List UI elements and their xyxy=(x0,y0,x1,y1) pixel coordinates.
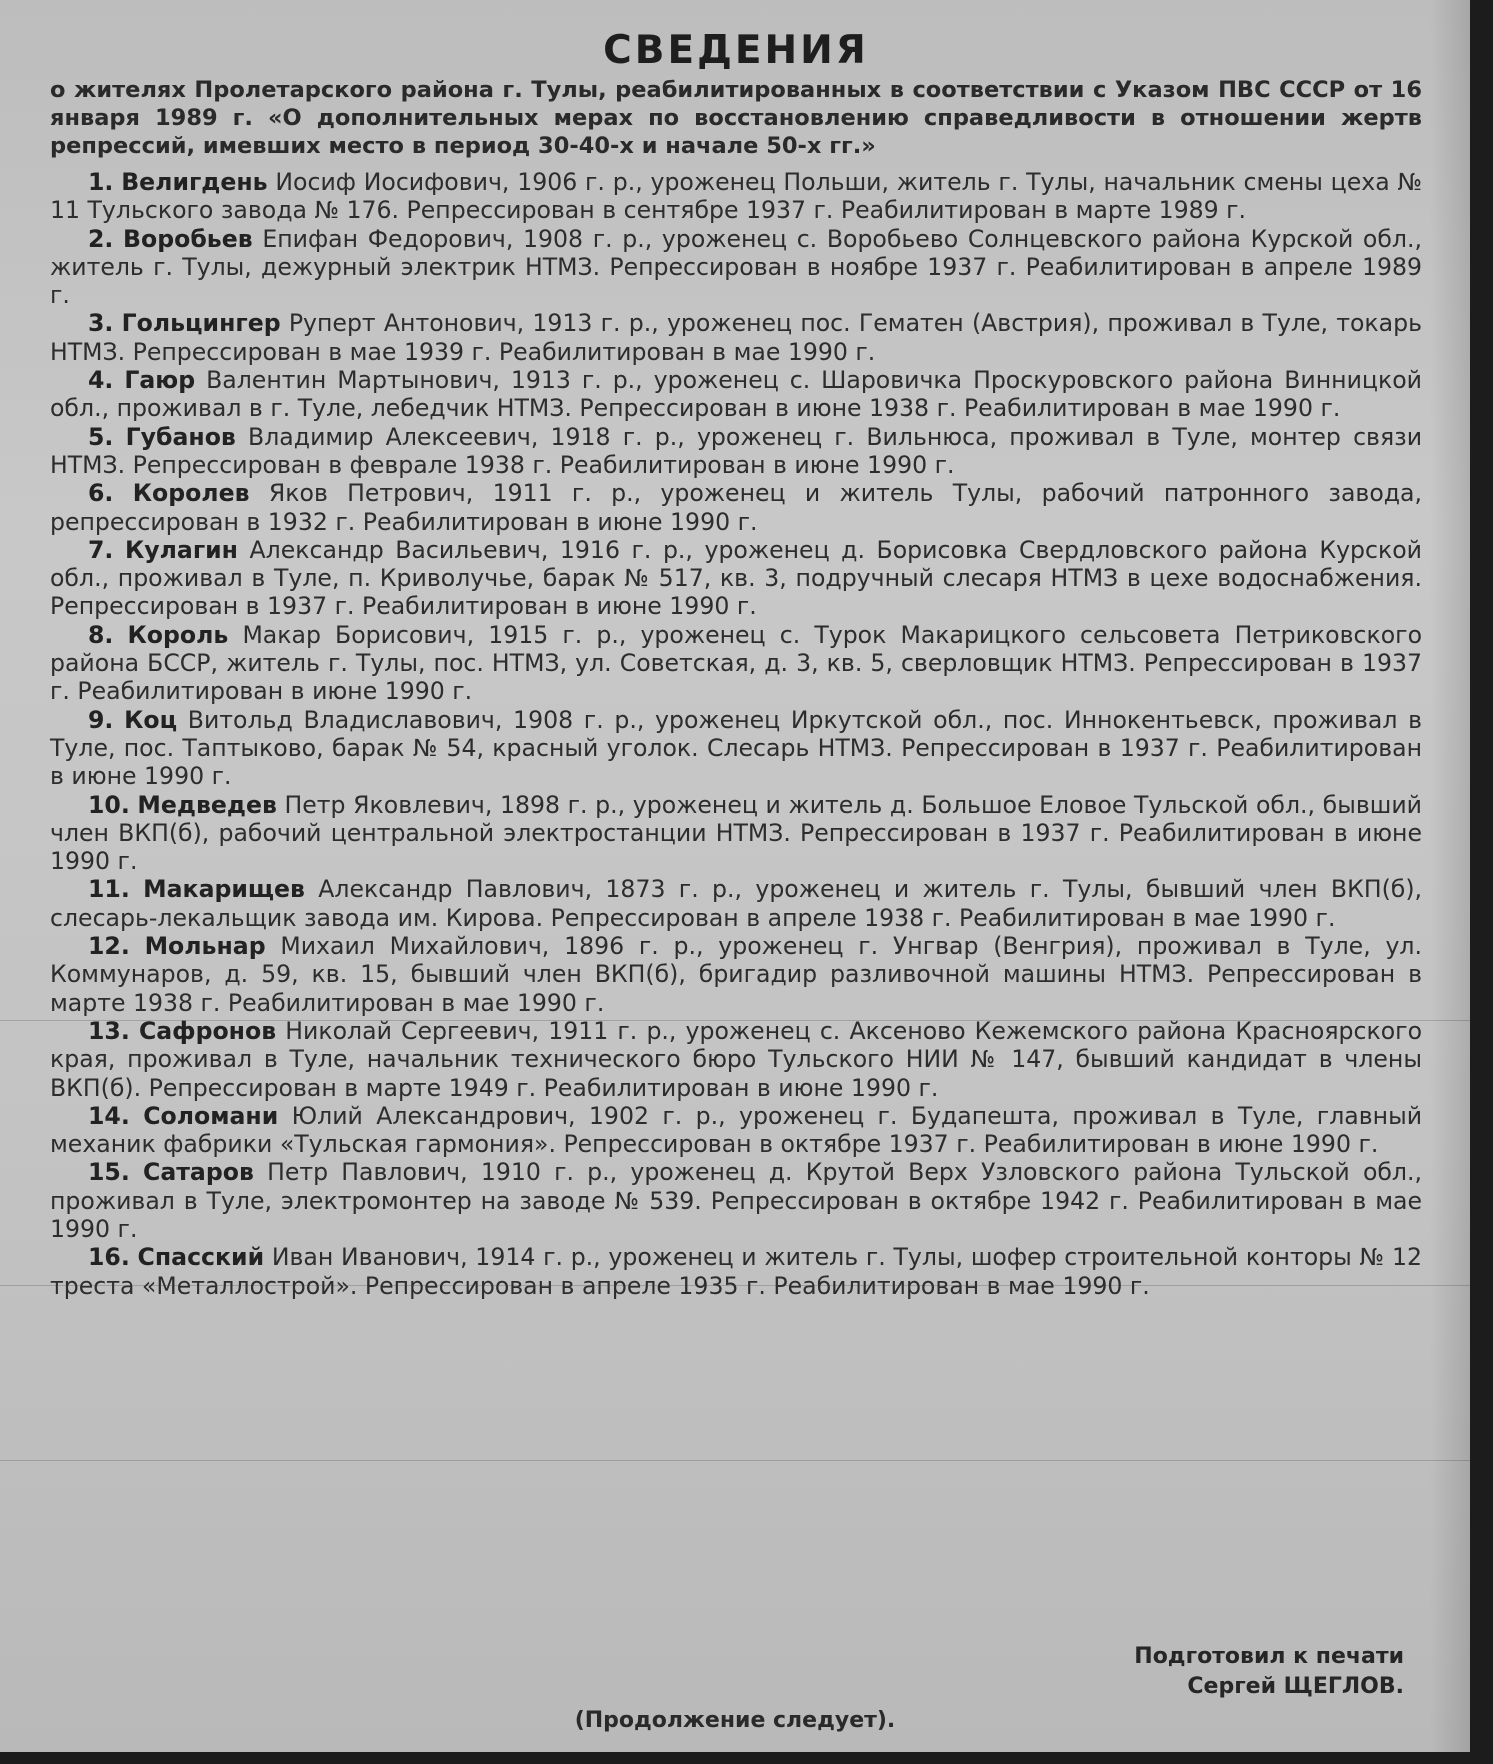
list-item xyxy=(50,932,1422,1017)
list-item xyxy=(50,791,1422,876)
list-item xyxy=(50,706,1422,791)
entry-surname: Соломани xyxy=(143,1101,279,1130)
entry-name: 2. xyxy=(88,224,114,253)
continuation-note: (Продолжение следует). xyxy=(574,1708,896,1733)
entry-name: 4. xyxy=(88,366,114,395)
entry-text: Александр Васильевич, 1916 г. р., уроженец д. Борисовка Свердловского района Курской обл., проживал в Туле, п. Криволучье, барак № 517, кв. 3, подручный слесаря НТМЗ в цехе водоснабжения. Репрессирован в 1937 г. Реабилитирован в июне 1990 г. xyxy=(50,535,1423,621)
entry-surname: Королев xyxy=(132,479,250,508)
entry-text: Александр Павлович, 1873 г. р., уроженец и житель г. Тулы, бывший член ВКП(б), слесарь-лекальщик завода им. Кирова. Репрессирован в апреле 1938 г. Реабилитирован в мае 1990 г. xyxy=(50,875,1423,932)
entry-surname: Мольнар xyxy=(144,932,266,961)
entry-name: 9. xyxy=(88,705,114,734)
entry-surname: Велигдень xyxy=(121,168,268,196)
list-item xyxy=(50,309,1422,366)
entry-text: Иван Иванович, 1914 г. р., уроженец и житель г. Тулы, шофер строительной конторы № 12 треста «Металлострой». Репрессирован в апреле 1935 г. Реабилитирован в мае 1990 г. xyxy=(50,1243,1423,1300)
list-item xyxy=(50,168,1422,225)
entry-text: Витольд Владиславович, 1908 г. р., уроженец Иркутской обл., пос. Иннокентьевск, проживал в Туле, пос. Таптыково, барак № 54, красный уголок. Слесарь НТМЗ. Репрессирован в 1937 г. Реабилитирован в июне 1990 г. xyxy=(50,705,1423,791)
fold-line xyxy=(0,1285,1470,1286)
entry-text: Петр Яковлевич, 1898 г. р., уроженец и житель д. Большое Еловое Тульской обл., бывший член ВКП(б), рабочий центральной электростанции НТМЗ. Репрессирован в 1937 г. Реабилитирован в июне 1990 г. xyxy=(50,790,1423,876)
list-item xyxy=(50,366,1422,423)
list-item xyxy=(50,1158,1422,1243)
entry-name: 7. xyxy=(88,535,114,564)
entry-surname: Коц xyxy=(124,705,178,734)
list-item xyxy=(50,423,1422,480)
entry-text: Михаил Михайлович, 1896 г. р., уроженец г. Унгвар (Венгрия), проживал в Туле, ул. Коммунаров, д. 59, кв. 15, бывший член ВКП(б), бригадир разливочной машины НТМЗ. Репрессирован в марте 1938 г. Реабилитирован в мае 1990 г. xyxy=(50,932,1423,1017)
entry-surname: Спасский xyxy=(137,1243,265,1272)
entry-surname: Воробьев xyxy=(123,224,253,253)
entry-surname: Медведев xyxy=(137,790,277,819)
entry-name: 6. xyxy=(88,479,114,508)
entry-surname: Гольцингер xyxy=(121,309,281,338)
entry-surname: Сафронов xyxy=(138,1016,277,1045)
entry-surname: Сатаров xyxy=(143,1158,254,1187)
list-item xyxy=(50,1243,1422,1300)
entry-name: 11. xyxy=(88,875,130,904)
signature-block xyxy=(1134,1642,1404,1702)
entry-name: 3. xyxy=(88,309,114,338)
entries-list xyxy=(50,168,1422,1300)
signature-line-2: Сергей ЩЕГЛОВ. xyxy=(1187,1674,1404,1699)
entry-text: Владимир Алексеевич, 1918 г. р., уроженец г. Вильнюса, проживал в Туле, монтер связи НТМЗ. Репрессирован в феврале 1938 г. Реабилитирован в июне 1990 г. xyxy=(50,422,1423,479)
list-item xyxy=(50,621,1422,706)
entry-text: Петр Павлович, 1910 г. р., уроженец д. Крутой Верх Узловского района Тульской обл., проживал в Туле, электромонтер на заводе № 539. Репрессирован в октябре 1942 г. Реабилитирован в мае 1990 г. xyxy=(50,1158,1423,1243)
list-item xyxy=(50,1102,1422,1159)
fold-line xyxy=(0,1460,1470,1461)
entry-surname: Король xyxy=(127,620,229,649)
fold-line xyxy=(0,1020,1470,1021)
entry-name: 1. xyxy=(88,168,114,196)
entry-text: Руперт Антонович, 1913 г. р., уроженец пос. Гематен (Австрия), проживал в Туле, токарь НТМЗ. Репрессирован в мае 1939 г. Реабилитирован в мае 1990 г. xyxy=(50,309,1422,366)
entry-name: 13. xyxy=(88,1016,130,1045)
entry-text: Валентин Мартынович, 1913 г. р., уроженец с. Шаровичка Проскуровского района Винницкой обл., проживал в г. Туле, лебедчик НТМЗ. Репрессирован в июне 1938 г. Реабилитирован в мае 1990 г. xyxy=(50,366,1423,423)
entry-text: Юлий Александрович, 1902 г. р., уроженец г. Будапешта, проживал в Туле, главный механик фабрики «Тульская гармония». Репрессирован в октябре 1937 г. Реабилитирован в июне 1990 г. xyxy=(50,1101,1423,1159)
list-item xyxy=(50,875,1422,932)
list-item xyxy=(50,479,1422,536)
entry-name: 10. xyxy=(88,790,130,819)
entry-text: Яков Петрович, 1911 г. р., уроженец и житель Тулы, рабочий патронного завода, репрессирован в 1932 г. Реабилитирован в июне 1990 г. xyxy=(50,479,1423,536)
document-title: СВЕДЕНИЯ xyxy=(603,28,869,73)
entry-name: 14. xyxy=(88,1101,130,1130)
document-intro: о жителях Пролетарского района г. Тулы, реабилитированных в соответствии с Указом ПВС СССР от 16 января 1989 г. «О дополнительных мерах по восстановлению справедливости в отношении жертв репрессий, имевших место в период 30-40-х и начале 50-х гг.» xyxy=(50,77,1422,159)
entry-name: 5. xyxy=(88,422,114,451)
signature-line-1: Подготовил к печати xyxy=(1134,1644,1404,1669)
entry-surname: Макарищев xyxy=(143,875,305,904)
entry-surname: Кулагин xyxy=(124,535,238,564)
entry-surname: Губанов xyxy=(125,422,236,451)
list-item xyxy=(50,1017,1422,1102)
entry-text: Николай Сергеевич, 1911 г. р., уроженец с. Аксеново Кежемского района Красноярского края, проживал в Туле, начальник технического бюро Тульского НИИ № 147, бывший кандидат в члены ВКП(б). Репрессирован в марте 1949 г. Реабилитирован в июне 1990 г. xyxy=(50,1016,1423,1102)
list-item xyxy=(50,536,1422,621)
entry-text: Макар Борисович, 1915 г. р., уроженец с. Турок Макарицкого сельсовета Петриковского района БССР, житель г. Тулы, пос. НТМЗ, ул. Советская, д. 3, кв. 5, сверловщик НТМЗ. Репрессирован в 1937 г. Реабилитирован в июне 1990 г. xyxy=(50,620,1423,706)
entry-text: Иосиф Иосифович, 1906 г. р., уроженец Польши, житель г. Тулы, начальник смены цеха № 11 Тульского завода № 176. Репрессирован в сентябре 1937 г. Реабилитирован в марте 1989 г. xyxy=(50,168,1423,225)
list-item xyxy=(50,225,1422,310)
entry-text: Епифан Федорович, 1908 г. р., уроженец с. Воробьево Солнцевского района Курской обл., житель г. Тулы, дежурный электрик НТМЗ. Репрессирован в ноябре 1937 г. Реабилитирован в апреле 1989 г. xyxy=(50,224,1422,310)
entry-surname: Гаюр xyxy=(124,366,196,395)
entry-name: 15. xyxy=(88,1158,130,1187)
entry-name: 8. xyxy=(88,620,114,649)
entry-name: 16. xyxy=(88,1243,130,1272)
entry-name: 12. xyxy=(88,932,130,961)
